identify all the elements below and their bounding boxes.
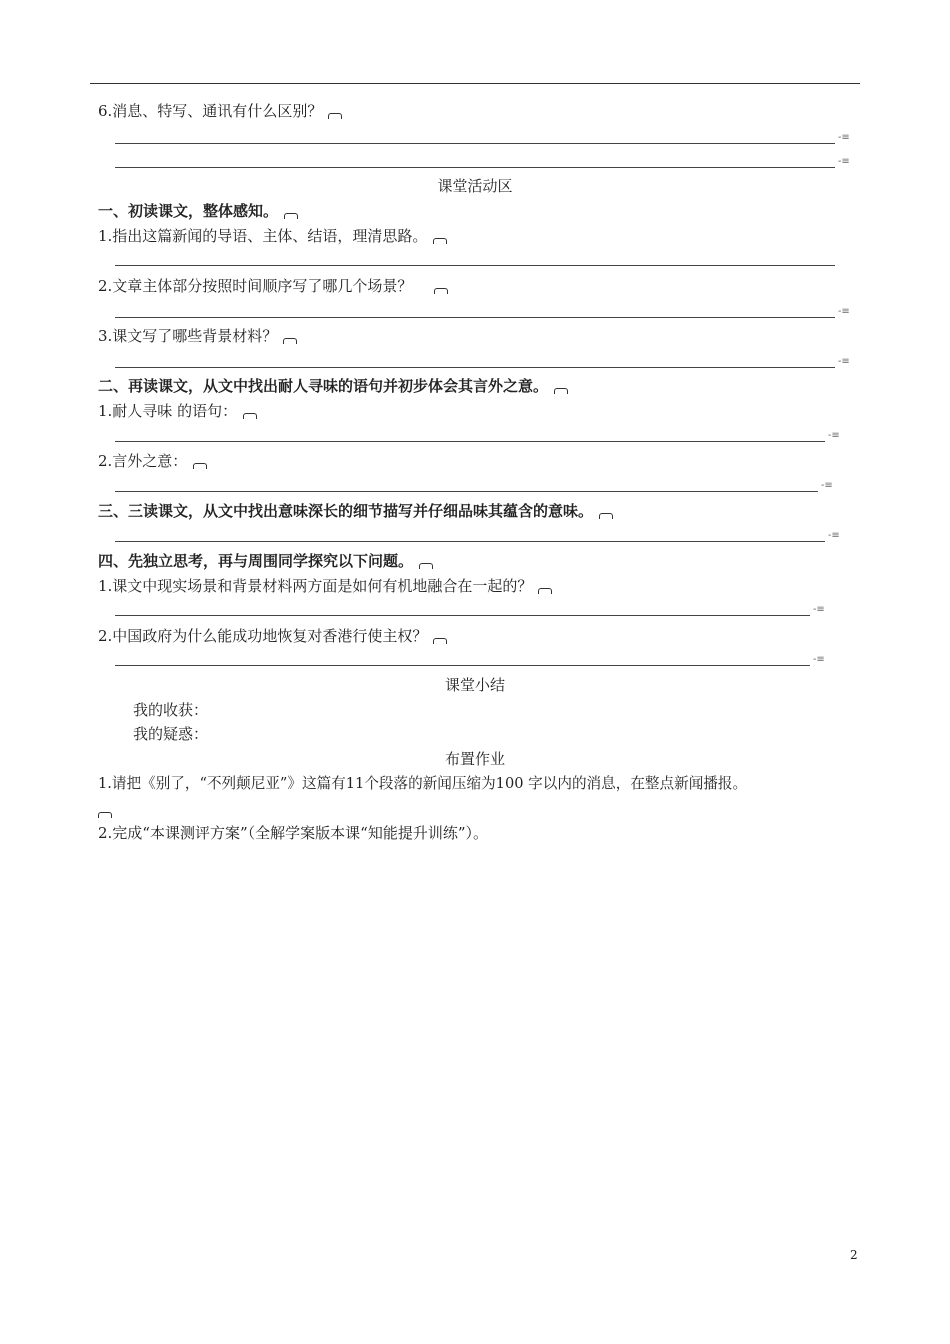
paragraph-mark-icon <box>283 338 297 344</box>
line-mark: -≡ <box>828 530 840 541</box>
section-title-classroom: 课堂活动区 <box>437 177 513 195</box>
line-mark: -≡ <box>813 654 825 665</box>
paragraph-mark-icon <box>554 388 568 394</box>
part-1-question-3-text: 3.课文写了哪些背景材料？ <box>98 327 278 345</box>
section-title-summary: 课堂小结 <box>444 676 505 694</box>
part-2-question-2 <box>98 451 207 471</box>
paragraph-mark-icon <box>434 288 448 294</box>
line-mark: -≡ <box>821 480 833 491</box>
part-1-question-1-text: 1.指出这篇新闻的导语、主体、结语，理清思路。 <box>98 227 428 245</box>
part-4-question-2 <box>98 626 447 646</box>
line-mark: -≡ <box>838 306 850 317</box>
answer-line[interactable] <box>115 367 835 368</box>
paragraph-mark-icon <box>538 588 552 594</box>
paragraph-mark-icon <box>243 413 257 419</box>
answer-line[interactable] <box>115 491 818 492</box>
paragraph-mark-icon <box>328 113 342 119</box>
line-mark: -≡ <box>838 356 850 367</box>
part-4-heading-text: 四、先独立思考，再与周围同学探究以下问题。 <box>98 552 414 570</box>
summary-doubt: 我的疑惑： <box>133 725 209 743</box>
part-2-question-1-text: 1.耐人寻味 的语句： <box>98 402 238 420</box>
question-6-text: 6.消息、特写、通讯有什么区别？ <box>98 102 323 120</box>
line-mark: -≡ <box>828 430 840 441</box>
part-2-heading <box>98 376 568 396</box>
part-1-question-1 <box>98 226 447 246</box>
answer-line[interactable] <box>115 615 810 616</box>
question-6 <box>98 101 342 121</box>
line-mark: -≡ <box>838 132 850 143</box>
part-4-question-1 <box>98 576 552 596</box>
answer-line[interactable] <box>115 541 825 542</box>
page-number: 2 <box>850 1248 858 1262</box>
section-title-homework: 布置作业 <box>444 750 505 768</box>
answer-line[interactable] <box>115 665 810 666</box>
header-rule <box>90 83 860 84</box>
answer-line[interactable] <box>115 317 835 318</box>
answer-line[interactable] <box>115 265 835 266</box>
homework-1: 1.请把《别了，“不列颠尼亚”》这篇有11个段落的新闻压缩为100 字以内的消息，在整点新闻播报。 <box>98 775 748 792</box>
part-2-question-2-text: 2.言外之意： <box>98 452 188 470</box>
paragraph-mark-icon <box>284 213 298 219</box>
paragraph-mark-icon <box>419 563 433 569</box>
answer-line[interactable] <box>115 143 835 144</box>
answer-line[interactable] <box>115 441 825 442</box>
part-1-question-2-text: 2.文章主体部分按照时间顺序写了哪几个场景？ <box>98 277 413 295</box>
part-1-heading <box>98 201 298 221</box>
part-3-heading <box>98 501 613 521</box>
line-mark: -≡ <box>838 156 850 167</box>
part-1-question-3 <box>98 326 297 346</box>
line-mark: -≡ <box>813 604 825 615</box>
part-3-heading-text: 三、三读课文，从文中找出意味深长的细节描写并仔细品味其蕴含的意味。 <box>98 502 594 520</box>
paragraph-mark-icon <box>599 513 613 519</box>
part-4-question-2-text: 2.中国政府为什么能成功地恢复对香港行使主权？ <box>98 627 428 645</box>
part-2-heading-text: 二、再读课文，从文中找出耐人寻味的语句并初步体会其言外之意。 <box>98 377 549 395</box>
homework-1-mark <box>98 800 112 819</box>
paragraph-mark-icon <box>193 463 207 469</box>
paragraph-mark-icon <box>98 812 112 818</box>
part-1-heading-text: 一、初读课文，整体感知。 <box>98 202 279 220</box>
paragraph-mark-icon <box>433 238 447 244</box>
homework-2: 2.完成“本课测评方案”（全解学案版本课“知能提升训练”）。 <box>98 824 488 842</box>
part-4-question-1-text: 1.课文中现实场景和背景材料两方面是如何有机地融合在一起的？ <box>98 577 533 595</box>
answer-line[interactable] <box>115 167 835 168</box>
part-2-question-1 <box>98 401 257 421</box>
part-1-question-2 <box>98 276 448 296</box>
part-4-heading <box>98 551 433 571</box>
paragraph-mark-icon <box>433 638 447 644</box>
summary-gain: 我的收获： <box>133 701 209 719</box>
